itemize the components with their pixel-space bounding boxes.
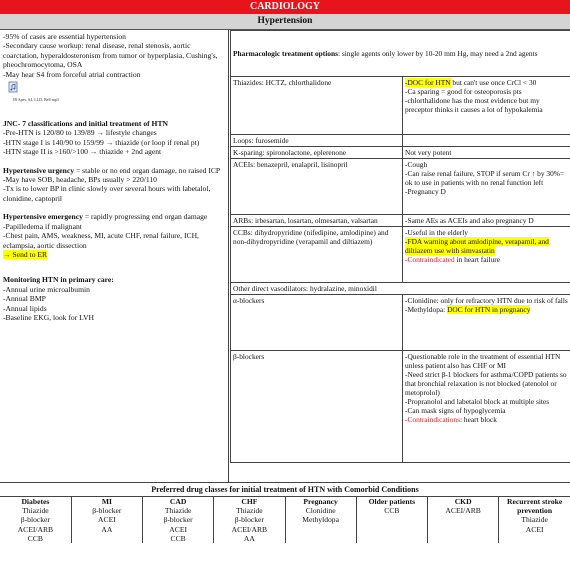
urgency-definition bbox=[3, 166, 225, 175]
table-row bbox=[231, 77, 570, 135]
contraindication: -Contraindicated bbox=[405, 255, 455, 264]
jnc-item: -Pre-HTN is 120/80 to 139/89 → lifestyle changes bbox=[3, 128, 157, 138]
column-header: MI bbox=[101, 497, 112, 506]
jnc-item: -HTN stage I is 140/90 to 159/99 → thiazide (or loop if renal pt) bbox=[3, 137, 200, 147]
table-row bbox=[231, 283, 570, 295]
emergency-definition bbox=[3, 212, 225, 221]
list-item: ACEI/ARB bbox=[231, 524, 268, 534]
note: -Clonidine: only for refractory HTN due to risk of falls bbox=[405, 296, 568, 305]
monitor-item: -Annual BMP bbox=[3, 294, 46, 304]
comorbid-column bbox=[143, 497, 214, 543]
note: -Useful in the elderly bbox=[405, 228, 469, 237]
urgency-def: = stable or no end organ damage, no raised ICP bbox=[74, 165, 221, 175]
column-header: Older patients bbox=[368, 497, 416, 506]
drug-class: β-blockers bbox=[231, 351, 403, 463]
note: -Cough bbox=[405, 160, 428, 169]
list-item: ACEI bbox=[525, 524, 544, 534]
comorbid-column bbox=[356, 497, 427, 543]
emergency-heading: Hypertensive emergency bbox=[3, 212, 83, 222]
comorbid-column bbox=[428, 497, 499, 543]
list-item: AA bbox=[101, 524, 113, 534]
note: -Pregnancy D bbox=[405, 187, 446, 196]
drug-class: ACEIs: benazepril, enalapril, lisinopril bbox=[231, 159, 403, 215]
table-row bbox=[231, 159, 570, 215]
list-item: β-blocker bbox=[234, 515, 264, 525]
list-item: β-blocker bbox=[163, 515, 193, 525]
list-item: Methyldopa bbox=[302, 515, 339, 525]
list-item: AA bbox=[243, 533, 255, 543]
urgency-heading: Hypertensive urgency bbox=[3, 165, 75, 175]
highlight-note: -FDA warning about amlodipine, verapamil, and diltiazem use with simvastatin bbox=[405, 237, 549, 255]
intro-line: -May hear S4 from forceful atrial contraction bbox=[3, 69, 141, 79]
drug-notes bbox=[403, 159, 570, 215]
section-title: Hypertension bbox=[0, 14, 570, 30]
intro-line: -Secondary cause workup: renal disease, renal stenosis, aortic coarctation, hyperaldosteronism from tumor or hyperplasia, Cushing's, pheochromocytoma, OSA bbox=[3, 41, 218, 70]
note: -Can mask signs of hypoglycemia bbox=[405, 406, 506, 415]
drug-class: Loops: furosemide bbox=[231, 135, 403, 147]
urgency-item: -Tx is to lower BP in clinic slowly over several hours with labetalol, clonidine, captopril bbox=[3, 184, 211, 203]
note: -Questionable role in the treatment of essential HTN unless patient also has CHF or MI bbox=[405, 352, 561, 370]
list-item: ACEI bbox=[98, 515, 116, 525]
monitor-item: -Baseline EKG, look for LVH bbox=[3, 312, 95, 322]
emergency-def: = rapidly progressing end organ damage bbox=[82, 212, 208, 222]
note: but can't use once CrCl < 30 bbox=[450, 78, 537, 87]
drug-class: K-sparing: spironolactone, eplerenone bbox=[231, 147, 403, 159]
audio-file-icon[interactable] bbox=[7, 81, 19, 93]
drug-class: α-blockers bbox=[231, 295, 403, 351]
list-item: Thiazide bbox=[521, 515, 548, 525]
pharm-options-cell bbox=[231, 31, 570, 77]
send-to-er: → Send to ER bbox=[3, 249, 48, 259]
note: -Propranolol and labetalol block at multiple sites bbox=[405, 397, 550, 406]
table-row bbox=[231, 215, 570, 227]
drug-class: Other direct vasodilators: hydralazine, minoxidil bbox=[231, 283, 570, 295]
drug-notes bbox=[403, 227, 570, 283]
comorbid-column bbox=[285, 497, 356, 543]
note: Not very potent bbox=[403, 147, 570, 159]
table-row bbox=[231, 351, 570, 463]
pharm-text: : single agents only lower by 10-20 mm Hg, may need a 2nd agents bbox=[337, 49, 538, 58]
list-item: Thiazide bbox=[164, 506, 192, 516]
comorbid-column bbox=[0, 497, 71, 543]
table-row bbox=[231, 31, 570, 77]
comorbid-column bbox=[499, 497, 570, 543]
emergency-item: -Chest pain, AMS, weakness, MI, acute CHF, renal failure, ICH, eclampsia, aortic dissection bbox=[3, 231, 199, 250]
list-item: CCB bbox=[384, 506, 400, 516]
monitor-item: -Annual lipids bbox=[3, 303, 47, 313]
note: : heart block bbox=[460, 415, 497, 424]
column-header: Recurrent stroke prevention bbox=[507, 497, 563, 516]
highlight-note: DOC for HTN in pregnancy bbox=[447, 305, 531, 314]
emergency-item: -Papilledema if malignant bbox=[3, 221, 82, 231]
comorbid-table-title: Preferred drug classes for initial treatment of HTN with Comorbid Conditions bbox=[0, 482, 570, 497]
note: -Ca sparing = good for osteoporosis pts bbox=[405, 87, 522, 96]
drug-notes bbox=[403, 351, 570, 463]
column-header: CAD bbox=[169, 497, 187, 506]
list-item: Clonidine bbox=[305, 506, 336, 516]
contraindication: -Contraindications bbox=[405, 415, 461, 424]
list-item: CCB bbox=[170, 533, 186, 543]
list-item: Thiazide bbox=[236, 506, 263, 516]
jnc-heading: JNC- 7 classifications and initial treatment of HTN bbox=[3, 119, 169, 129]
column-header: CHF bbox=[241, 497, 258, 506]
table-row bbox=[231, 227, 570, 283]
jnc-item: -HTN stage II is >160/>100 → thiazide + 2nd agent bbox=[3, 147, 162, 157]
intro-line: -95% of cases are essential hypertension bbox=[3, 32, 126, 41]
list-item: CCB bbox=[27, 533, 43, 543]
pharm-label: Pharmacologic treatment options bbox=[233, 49, 338, 58]
list-item: ACEI/ARB bbox=[17, 524, 54, 534]
table-row bbox=[0, 497, 570, 543]
note: -Can raise renal failure, STOP if serum Cr ↑ by 30%= ok to use in patients with no renal function left bbox=[405, 169, 565, 187]
list-item: β-blocker bbox=[20, 515, 50, 525]
note: in heart failure bbox=[454, 255, 501, 264]
note: -Need strict β-1 blockers for asthma/COPD patients so that bronchial relaxation is not blocked (atenolol or metoprolol) bbox=[405, 370, 567, 397]
monitor-item: -Annual urine microalbumin bbox=[3, 284, 90, 294]
comorbid-table bbox=[0, 497, 570, 543]
highlight-note: -DOC for HTN bbox=[405, 78, 451, 87]
page-title: CARDIOLOGY bbox=[0, 0, 570, 14]
left-column bbox=[0, 30, 229, 482]
comorbid-column bbox=[71, 497, 142, 543]
drug-notes bbox=[403, 295, 570, 351]
monitor-heading: Monitoring HTN in primary care: bbox=[3, 275, 114, 285]
table-row bbox=[231, 147, 570, 159]
note: -Methyldopa: bbox=[405, 305, 448, 314]
column-header: CKD bbox=[454, 497, 472, 506]
list-item: ACEI/ARB bbox=[445, 506, 481, 516]
note: -Same AEs as ACEIs and also pregnancy D bbox=[403, 215, 570, 227]
list-item: β-blocker bbox=[92, 506, 122, 516]
drug-class: Thiazides: HCTZ, chlorthalidone bbox=[231, 77, 403, 135]
table-row bbox=[231, 295, 570, 351]
drug-class: CCBs: dihydropyridine (nifedipine, amlodipine) and non-dihydropyridine (verapamil and diltiazem) bbox=[231, 227, 403, 283]
urgency-item: -May have SOB, headache, BPs usually > 220/110 bbox=[3, 175, 157, 185]
column-header: Pregnancy bbox=[303, 497, 338, 506]
drug-table bbox=[230, 30, 570, 463]
drug-table-wrap bbox=[230, 30, 570, 482]
comorbid-column bbox=[214, 497, 285, 543]
drug-class: ARBs: irbesartan, losartan, olmesartan, valsartan bbox=[231, 215, 403, 227]
drug-notes bbox=[403, 77, 570, 135]
list-item: ACEI bbox=[169, 524, 187, 534]
note: -chlorthalidone has the most evidence but my preceptor thinks it causes a lot of hypokalemia bbox=[405, 96, 543, 114]
list-item: Thiazide bbox=[22, 506, 49, 516]
citation-text: IB Apes, S4, LLD, Bell mp3 bbox=[13, 97, 59, 103]
column-header: Diabetes bbox=[21, 497, 50, 506]
drug-notes bbox=[403, 135, 570, 147]
table-row bbox=[231, 135, 570, 147]
